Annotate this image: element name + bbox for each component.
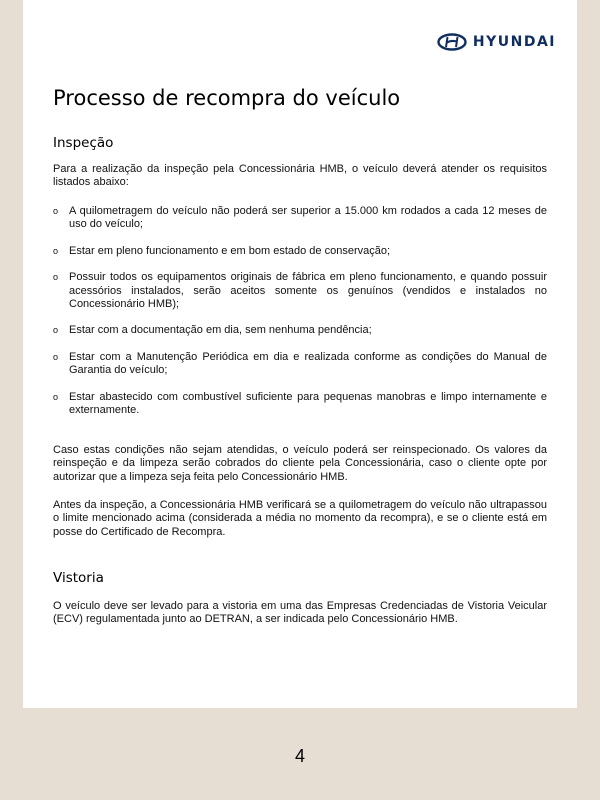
- requirements-list: [53, 205, 547, 417]
- reinspecao-paragraph: Caso estas condições não sejam atendidas, o veículo poderá ser reinspecionado. Os valores da reinspeção e da limpeza serão cobrados do cliente pela Concessionária, caso o cliente opte por autorizar que a limpeza seja feita pelo Concessionário HMB.: [53, 444, 547, 483]
- page-title: Processo de recompra do veículo: [53, 86, 401, 110]
- list-item-text: Estar com a documentação em dia, sem nenhuma pendência;: [69, 324, 372, 337]
- list-item-text: A quilometragem do veículo não poderá ser superior a 15.000 km rodados a cada 12 meses de uso do veículo;: [69, 205, 547, 231]
- list-item-text: Estar em pleno funcionamento e em bom estado de conservação;: [69, 244, 391, 257]
- bullet-marker: o: [53, 245, 59, 256]
- list-item-text: Possuir todos os equipamentos originais de fábrica em pleno funcionamento, e quando possuir acessórios instalados, serão aceitos somente os genuínos (vendidos e instalados no Concessionário HMB);: [69, 271, 547, 311]
- list-item-text: Estar abastecido com combustível suficiente para pequenas manobras e limpo internamente e externamente.: [69, 390, 547, 417]
- vistoria-paragraph: O veículo deve ser levado para a vistoria em uma das Empresas Credenciadas de Vistoria Veicular (ECV) regulamentada junto ao DETRAN, a ser indicada pelo Concessionário HMB.: [53, 600, 547, 626]
- brand-name: HYUNDAI: [472, 34, 556, 50]
- bullet-marker: o: [53, 325, 59, 336]
- bullet-marker: o: [53, 272, 59, 283]
- list-item-text: Estar com a Manutenção Periódica em dia e realizada conforme as condições do Manual de Garantia do veículo;: [69, 350, 547, 377]
- list-item: [53, 205, 547, 232]
- bullet-marker: o: [53, 391, 59, 402]
- bullet-marker: o: [53, 206, 59, 216]
- list-item: [53, 391, 547, 418]
- page-number: 4: [294, 746, 305, 766]
- list-item: [53, 245, 547, 258]
- hyundai-logo: [437, 32, 556, 52]
- section-heading-vistoria: Vistoria: [53, 570, 104, 586]
- list-item: [53, 324, 547, 337]
- section-heading-inspecao: Inspeção: [53, 135, 114, 151]
- list-item: [53, 271, 547, 311]
- list-item: [53, 351, 547, 378]
- document-page: [23, 0, 577, 708]
- inspecao-intro: Para a realização da inspeção pela Concessionária HMB, o veículo deverá atender os requisitos listados abaixo:: [53, 163, 547, 189]
- hyundai-emblem-icon: [437, 33, 467, 51]
- antes-inspecao-paragraph: Antes da inspeção, a Concessionária HMB verificará se a quilometragem do veículo não ultrapassou o limite mencionado acima (considerada a média no momento da recompra), e se o cliente está em posse do Certificado de Recompra.: [53, 499, 547, 538]
- bullet-marker: o: [53, 351, 59, 362]
